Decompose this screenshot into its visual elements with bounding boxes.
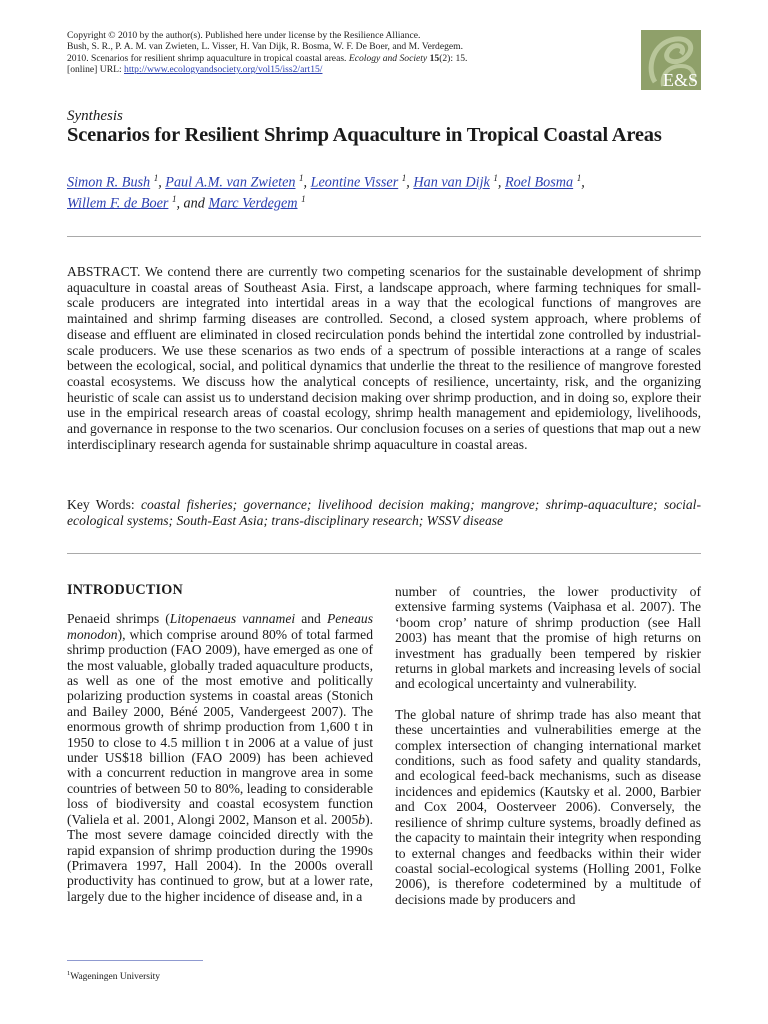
divider [67,236,701,237]
author-link[interactable]: Roel Bosma [504,174,574,191]
divider [67,553,701,554]
keywords-list: coastal fisheries; governance; livelihood decision making; mangrove; shrimp-aquaculture; social-ecological systems; South-East Asia; trans-disciplinary research; WSSV disease [67,497,701,528]
article-title: Scenarios for Resilient Shrimp Aquaculture in Tropical Coastal Areas [67,124,662,146]
body-column-right [395,584,701,922]
journal-issue: (2): 15. [439,52,468,64]
author-link[interactable]: Simon R. Bush [67,174,151,191]
species-name: Litopenaeus vannamei [169,611,296,627]
keywords-label: Key Words: [67,497,141,512]
journal-name: Ecology and Society [348,52,428,64]
author-link[interactable]: Willem F. de Boer [67,195,169,212]
citation-title-line: 2010. Scenarios for resilient shrimp aquaculture in tropical coastal areas. Ecology and Society 15(2): 15. [67,52,468,64]
species-name: Peneaus monodon [67,611,373,642]
body-paragraph: Penaeid shrimps (Litopenaeus vannamei and Peneaus monodon), which comprise around 80% of total farmed shrimp production (FAO 2009), have emerged as one of the most valuable, globally traded aquaculture products, as well as one of the most emotive and politically polarizing production systems in coastal areas (Stonich and Bailey 2000, Béné 2005, Vandergeest 2007). The enormous growth of shrimp production from 1,600 t in 1950 to close to 4.5 million t in 2006 at a value of just under US$18 billion (FAO 2009) has been achieved with a concurrent reduction in mangrove area in some countries of between 50 to 80%, leading to considerable loss of biodiversity and coastal ecosystem function (Valiela et al. 2001, Alongi 2002, Manson et al. 2005b). The most severe damage coincided directly with the rapid expansion of shrimp production during the 1990s (Primavera 1997, Hall 2004). In the 2000s overall productivity has continued to grow, but at a lower rate, largely due to the higher incidence of disease and, in a [67,611,373,904]
article-type-label: Synthesis [67,108,123,124]
author-link[interactable]: Leontine Visser [310,174,399,191]
keywords [67,497,701,528]
citation-authors-line: Bush, S. R., P. A. M. van Zwieten, L. Visser, H. Van Dijk, R. Bosma, W. F. De Boer, and M. Verdegem. [67,41,464,53]
body-paragraph: The global nature of shrimp trade has also meant that these uncertainties and vulnerabilities emerge at the complex intersection of changing international market conditions, such as food safety and quality standards, and ecological feed-back mechanisms, such as disease incidences and epidemics (Kautsky et al. 2000, Barbier and Cox 2004, Oosterveer 2006). Conversely, the resilience of shrimp culture systems, broadly defined as the capacity to maintain their integrity when responding to external changes and feedbacks within their wider coastal social-ecological systems (Holling 2001, Folke 2006), is therefore codetermined by a multitude of decisions made by producers and [395,706,701,907]
logo-text: E&S [662,70,698,90]
body-column-left [67,583,373,919]
body-paragraph: number of countries, the lower productivity of extensive farming systems (Vaiphasa et al. 2007). The ‘boom crop’ nature of shrimp production (see Hall 2003) has meant that the promise of high returns on investment has gradually been tempered by riskier returns in global markets and increasing levels of social and ecological uncertainty and vulnerability. [395,584,701,692]
footnote-divider [67,960,203,961]
article-url-link[interactable]: http://www.ecologyandsociety.org/vol15/iss2/art15/ [124,64,323,76]
journal-volume: 15 [429,52,440,64]
copyright-line: Copyright © 2010 by the author(s). Published here under license by the Resilience Alliance. [67,30,421,41]
abstract: ABSTRACT. We contend there are currently two competing scenarios for the sustainable development of shrimp aquaculture in coastal areas of Southeast Asia. First, a landscape approach, where farming techniques for small-scale producers are integrated into intertidal areas in a way that the ecological functions of mangroves are maintained and shrimp farming diseases are controlled. Second, a closed system approach, where problems of disease and effluent are eliminated in closed recirculation ponds behind the intertidal zone controlled by industrial-scale producers. We use these scenarios as two ends of a spectrum of possible interactions at a range of scales between the ecological, social, and political dynamics that underlie the threat to the resilience of mangrove forested coastal ecosystems. We discuss how the analytical concepts of resilience, uncertainty, risk, and the organizing heuristic of scale can assist us to understand decision making over shrimp production, and in doing so, explore their use in the empirical research areas of coastal ecology, shrimp health management and epidemiology, livelihoods, and governance in response to the two scenarios. Our conclusion focuses on a series of questions that map out a new interdisciplinary research agenda for sustainable shrimp aquaculture in coastal areas. [67,264,701,452]
author-link[interactable]: Han van Dijk [413,174,490,191]
footnote: $^1$Wageningen University [67,970,160,983]
author-link[interactable]: Marc Verdegem [208,195,298,212]
url-line: [online] URL: http://www.ecologyandsociety.org/vol15/iss2/art15/ [67,64,323,76]
author-list: Simon R. Bush $^1$, Paul A.M. van Zwieten $^1$, Leontine Visser $^1$, Han van Dijk $^1$, Roel Bosma $^1$, Willem F. de Boer $^1$, and Marc Verdegem $^1$ [67,173,585,212]
section-heading: INTRODUCTION [67,582,183,598]
citation-header [67,30,587,76]
ecology-and-society-logo[interactable] [641,30,701,90]
author-link[interactable]: Paul A.M. van Zwieten [165,174,296,191]
